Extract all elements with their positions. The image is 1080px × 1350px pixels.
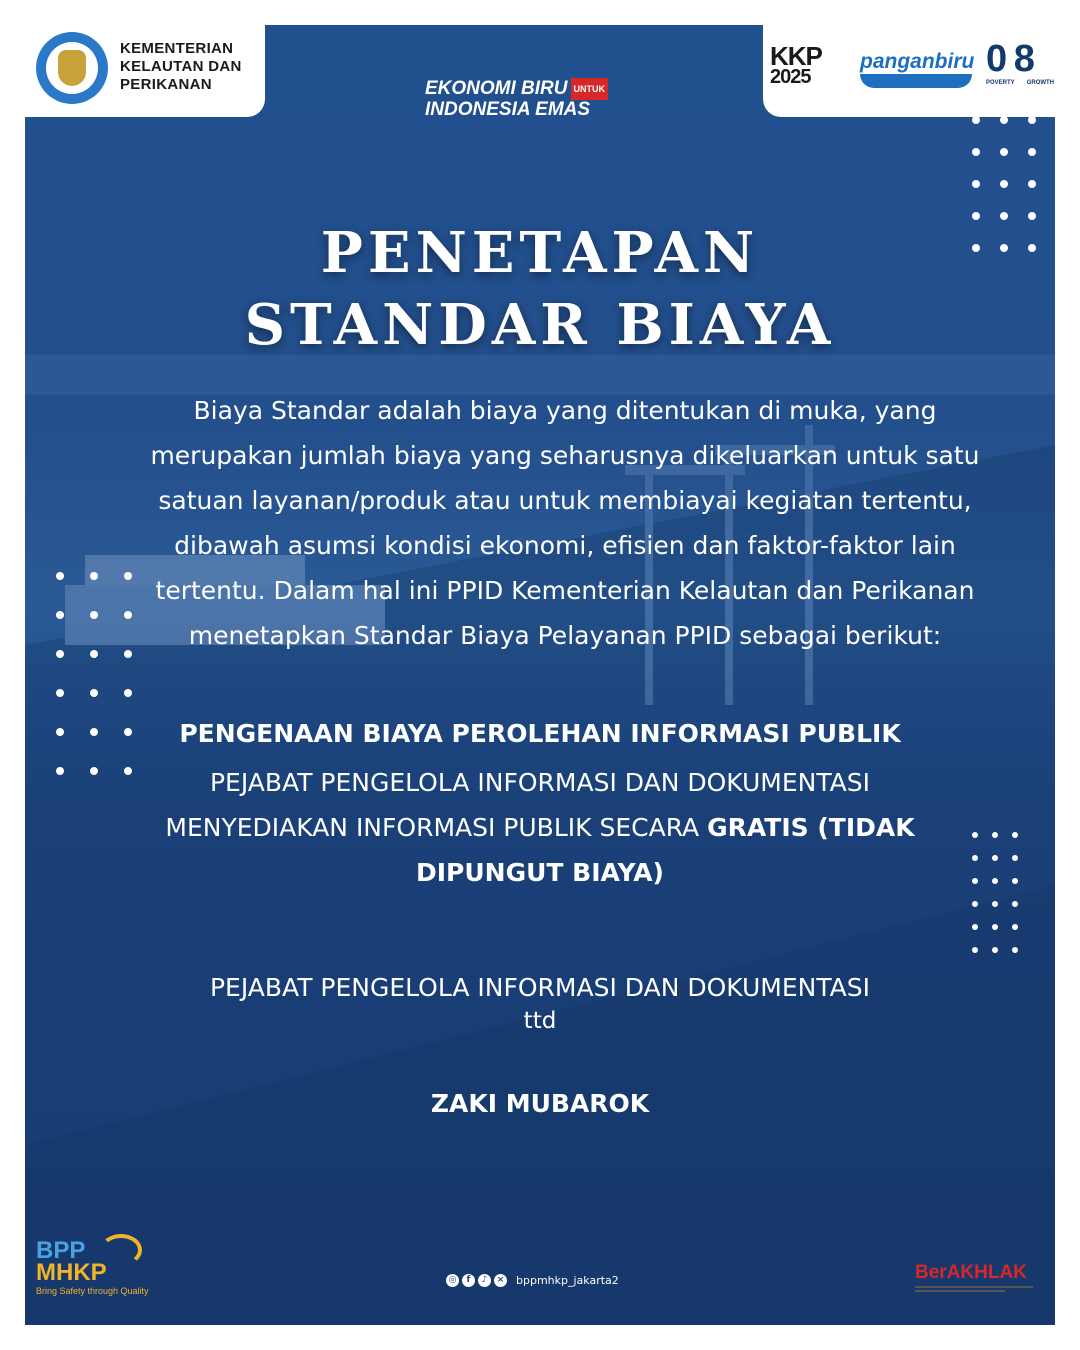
intro-line: menetapkan Standar Biaya Pelayanan PPID sebagai berikut:: [188, 621, 942, 650]
dot-decoration: [56, 650, 64, 658]
social-handle: bppmhkp_jakarta2: [516, 1274, 619, 1287]
theme-logo: [425, 78, 665, 120]
section-title: PENGENAAN BIAYA PEROLEHAN INFORMASI PUBLIK: [179, 719, 901, 748]
instagram-icon: ◎: [446, 1274, 459, 1287]
dot-decoration: [124, 689, 132, 697]
signatory-role: PEJABAT PENGELOLA INFORMASI DAN DOKUMENTASI: [209, 973, 871, 1002]
dot-decoration: [1028, 212, 1036, 220]
panganbiru-logo: panganbiru: [860, 50, 975, 73]
facebook-icon: f: [462, 1274, 475, 1287]
dot-decoration: [56, 767, 64, 775]
section-line1: PEJABAT PENGELOLA INFORMASI DAN DOKUMENTASI: [209, 768, 871, 797]
dot-decoration: [1000, 148, 1008, 156]
dot-decoration: [972, 180, 980, 188]
dot-decoration: [972, 855, 978, 861]
dot-decoration: [992, 901, 998, 907]
dot-decoration: [90, 728, 98, 736]
intro-line: Biaya Standar adalah biaya yang ditentukan di muka, yang: [193, 396, 937, 425]
bpp-logo-line1: BPP: [36, 1237, 86, 1264]
dot-decoration: [1012, 878, 1018, 884]
section-body: [140, 760, 940, 895]
dot-decoration: [1012, 832, 1018, 838]
page-title-line2: STANDAR BIAYA: [244, 292, 836, 358]
poverty-growth-logo: [986, 40, 1054, 86]
dot-decoration: [972, 947, 978, 953]
dot-decoration: [90, 650, 98, 658]
dot-decoration: [1028, 244, 1036, 252]
poverty-label: POVERTY: [986, 80, 1015, 86]
dot-decoration: [1028, 116, 1036, 124]
zero-eight-mark: 0 8: [986, 38, 1033, 80]
dot-decoration: [1028, 180, 1036, 188]
dot-decoration: [972, 878, 978, 884]
dot-decoration: [1012, 855, 1018, 861]
ministry-name-line1: KEMENTERIAN: [120, 40, 234, 57]
dot-decoration: [56, 572, 64, 580]
theme-line1: EKONOMI BIRU: [425, 78, 568, 100]
dot-decoration: [90, 611, 98, 619]
dot-decoration: [1000, 244, 1008, 252]
dot-decoration: [972, 148, 980, 156]
kkp-2025-logo: [770, 41, 850, 88]
dot-decoration: [992, 924, 998, 930]
ministry-name-line2: KELAUTAN DAN: [120, 58, 242, 75]
swoosh-icon: [100, 1234, 142, 1266]
growth-label: GROWTH: [1026, 80, 1055, 86]
dot-decoration: [90, 689, 98, 697]
dot-decoration: [992, 855, 998, 861]
dot-decoration: [972, 212, 980, 220]
bpp-logo-line2: MHKP: [36, 1259, 107, 1286]
dot-decoration: [90, 572, 98, 580]
social-media-bar: [446, 1274, 619, 1287]
dot-decoration: [56, 728, 64, 736]
wave-icon: [860, 74, 972, 88]
signatory-name: ZAKI MUBAROK: [430, 1089, 650, 1118]
dot-decoration: [1028, 148, 1036, 156]
dot-decoration: [1000, 180, 1008, 188]
dot-decoration: [1012, 901, 1018, 907]
dot-decoration: [992, 947, 998, 953]
intro-line: dibawah asumsi kondisi ekonomi, efisien dan faktor-faktor lain: [174, 531, 956, 560]
dot-decoration: [992, 832, 998, 838]
x-icon: ×: [494, 1274, 507, 1287]
dot-decoration: [56, 611, 64, 619]
kkp-logo-line1: KKP: [770, 41, 822, 71]
page-title-line1: PENETAPAN: [320, 220, 760, 286]
section-line2-emphasis: GRATIS (TIDAK: [707, 813, 915, 842]
dot-decoration: [124, 728, 132, 736]
dot-decoration: [124, 650, 132, 658]
theme-line2: INDONESIA EMAS: [425, 99, 591, 120]
intro-line: satuan layanan/produk atau untuk membiayai kegiatan tertentu,: [158, 486, 972, 515]
garuda-icon: [58, 50, 86, 86]
berakhlak-logo: BerAKHLAK: [915, 1262, 1027, 1283]
dot-decoration: [1000, 116, 1008, 124]
signature-mark: ttd: [523, 1008, 557, 1034]
dot-decoration: [1012, 924, 1018, 930]
intro-line: merupakan jumlah biaya yang seharusnya dikeluarkan untuk satu: [150, 441, 980, 470]
berakhlak-tagline-lines: [915, 1286, 1037, 1292]
dot-decoration: [1012, 947, 1018, 953]
dot-decoration: [1000, 212, 1008, 220]
intro-paragraph: [130, 388, 1000, 658]
tiktok-icon: ♪: [478, 1274, 491, 1287]
dot-decoration: [124, 611, 132, 619]
dot-decoration: [972, 116, 980, 124]
section-line3-emphasis: DIPUNGUT BIAYA): [416, 858, 664, 887]
dot-decoration: [124, 767, 132, 775]
ministry-name: [120, 40, 242, 94]
dot-decoration: [992, 878, 998, 884]
dot-decoration: [972, 832, 978, 838]
ministry-name-line3: PERIKANAN: [120, 76, 212, 93]
dot-decoration: [90, 767, 98, 775]
intro-line: tertentu. Dalam hal ini PPID Kementerian Kelautan dan Perikanan: [155, 576, 975, 605]
dot-decoration: [972, 244, 980, 252]
kkp-logo-line2: 2025: [770, 66, 811, 88]
dot-decoration: [56, 689, 64, 697]
theme-untuk-badge: UNTUK: [571, 78, 609, 100]
section-line2-text: MENYEDIAKAN INFORMASI PUBLIK SECARA: [165, 813, 708, 842]
dot-decoration: [124, 572, 132, 580]
dot-decoration: [972, 924, 978, 930]
bpp-tagline: Bring Safety through Quality: [36, 1286, 149, 1296]
dot-decoration: [972, 901, 978, 907]
